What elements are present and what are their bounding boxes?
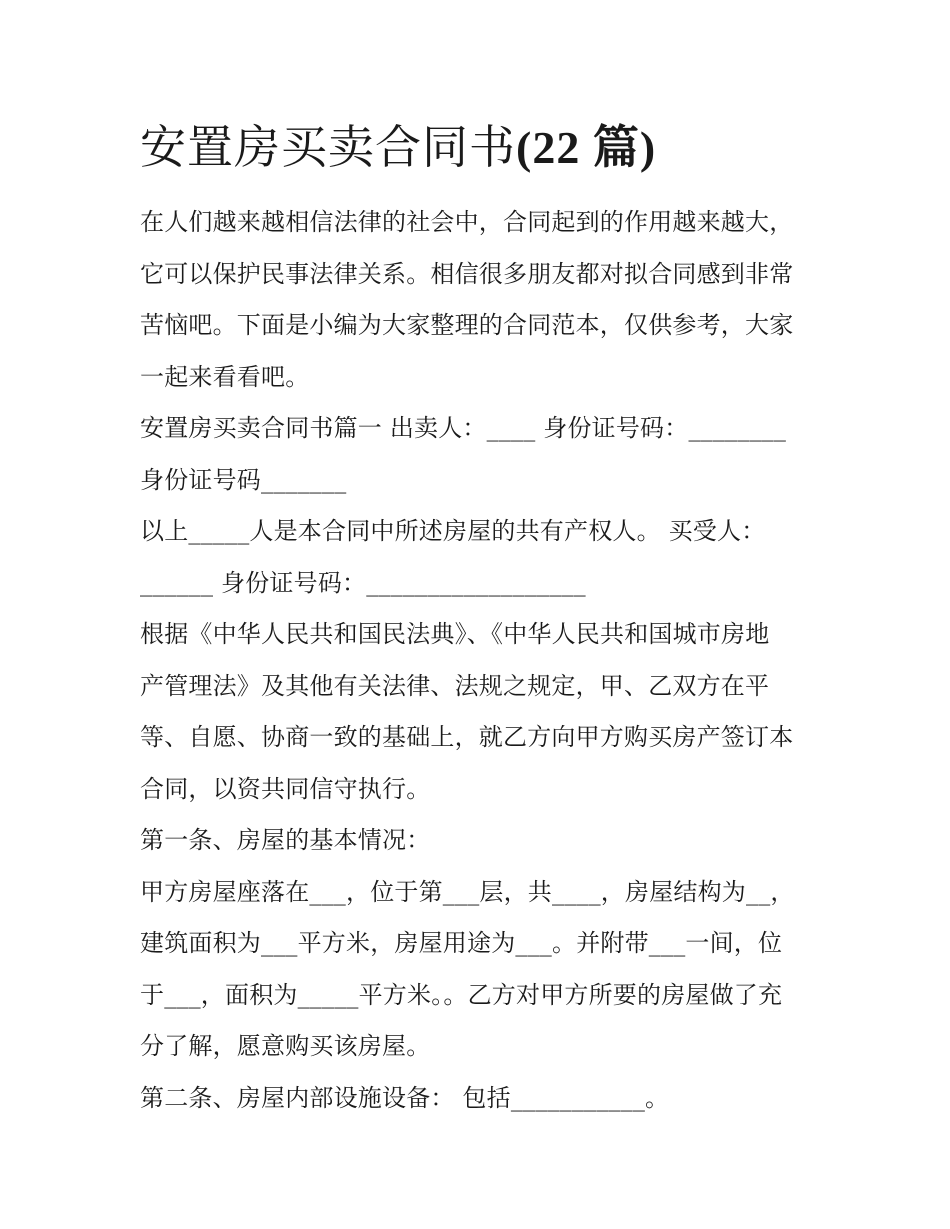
body-line: 等、自愿、协商一致的基础上，就乙方向甲方购买房产签订本 xyxy=(140,723,794,751)
body-line: ______ 身份证号码：__________________ xyxy=(140,568,586,597)
body-line: 在人们越来越相信法律的社会中，合同起到的作用越来越大， xyxy=(140,208,794,236)
body-line: 于___，面积为_____平方米。。乙方对甲方所要的房屋做了充 xyxy=(140,980,783,1009)
body-line: 产管理法》及其他有关法律、法规之规定，甲、乙双方在平 xyxy=(140,671,770,700)
body-line: 合同，以资共同信守执行。 xyxy=(140,774,431,803)
title-main: 安置房买卖合同书 xyxy=(140,120,516,174)
body-line: 建筑面积为___平方米，房屋用途为___。并附带___一间，位 xyxy=(140,929,783,957)
body-line: 根据《中华人民共和国民法典》、《中华人民共和国城市房地 xyxy=(140,620,770,648)
body-line: 它可以保护民事法律关系。相信很多朋友都对拟合同感到非常 xyxy=(140,259,794,288)
body-line: 安置房买卖合同书篇一 出卖人：____ 身份证号码：________ xyxy=(140,414,787,442)
document-title xyxy=(140,116,656,179)
document-body xyxy=(140,197,820,1124)
title-suffix: (22 篇) xyxy=(516,122,657,173)
body-line: 身份证号码_______ xyxy=(140,465,347,494)
body-line: 第一条、房屋的基本情况： xyxy=(140,826,431,854)
body-line: 分了解，愿意购买该房屋。 xyxy=(140,1032,431,1060)
body-line: 以上_____人是本合同中所述房屋的共有产权人。 买受人： xyxy=(140,517,766,545)
body-line: 一起来看看吧。 xyxy=(140,362,310,391)
body-line: 甲方房屋座落在___，位于第___层，共____，房屋结构为__， xyxy=(140,877,795,906)
body-line: 苦恼吧。下面是小编为大家整理的合同范本，仅供参考，大家 xyxy=(140,311,794,339)
body-line: 第二条、房屋内部设施设备： 包括___________。 xyxy=(140,1083,670,1112)
